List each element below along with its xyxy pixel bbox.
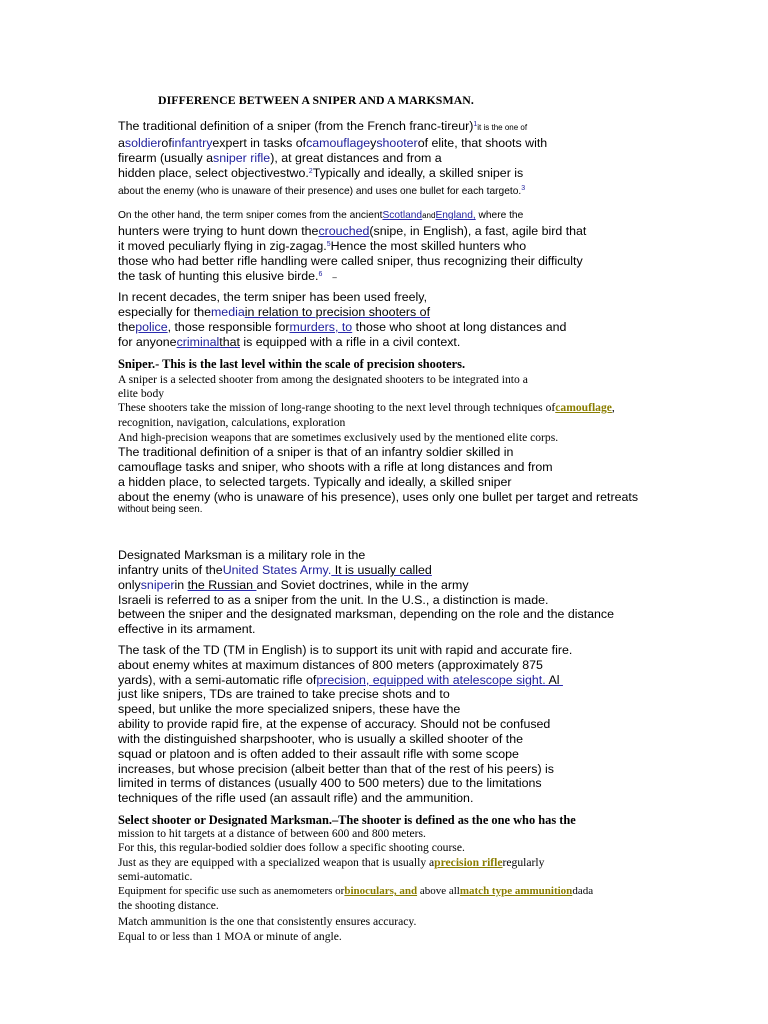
link-precision[interactable]: precision, equipped with a [316,673,460,687]
p1-line-3 [118,152,442,164]
link-england[interactable]: England, [435,210,476,221]
p1-text: The traditional definition of a sniper (from the French franc-tireur) [118,119,474,133]
link-russian[interactable]: the Russian [187,578,257,592]
p1-text: hidden place, select objectivestwo. [118,166,309,180]
link-police[interactable]: police [135,320,168,334]
sniper-line-6: The traditional definition of a sniper is that of an infantry soldier skilled in [118,445,514,459]
link-media[interactable]: media [210,305,245,319]
sniper-line-2: elite body [118,387,165,400]
sel-line-5 [118,886,593,897]
td-line-8: squad or platoon and is often added to their assault rifle with some scope [118,747,519,761]
p1-text: y [370,136,377,150]
p3-line-4 [118,336,460,348]
p3-line-2 [118,306,430,318]
dm-line-3 [118,579,469,591]
p2-text: where the [475,210,524,221]
sel-line-7: Match ammunition is the one that consistently ensures accuracy. [118,915,417,928]
td-line-5: speed, but unlike the more specialized snipers, these have the [118,702,461,716]
dm-text: and Soviet doctrines, while in the army [256,578,469,592]
sel-line-2: For this, this regular-bodied soldier does follow a specific shooting course. [118,841,465,854]
dm-line-5: between the sniper and the designated marksman, depending on the role and the distance [118,607,614,621]
p1-text: a [118,136,125,150]
p2-dash: – [332,273,337,282]
p1-text: about the enemy (who is unaware of their presence) and uses one bullet for each targeto. [118,186,522,197]
p1-line-2 [118,137,547,149]
sniper-line-1: A sniper is a selected shooter from among the designated shooters to be integrated into a [118,373,528,386]
td-line-4: just like snipers, TDs are trained to take precise shots and to [118,687,450,701]
sel-line-1: mission to hit targets at a distance of between 600 and 800 meters. [118,827,426,840]
link-telescope-sight[interactable]: telescope sight. [459,673,546,687]
p1-text: Typically and ideally, a skilled sniper is [312,166,524,180]
p2-line-5 [118,270,337,282]
dm-line-4: Israeli is referred to as a sniper from the unit. In the U.S., a distinction is made. [118,593,549,607]
sel-line-8: Equal to or less than 1 MOA or minute of angle. [118,930,342,943]
p2-line-1 [118,211,523,221]
underline-blank [559,674,589,686]
p1-text: of [161,136,172,150]
p1-text: firearm (usually a [118,151,214,165]
link-sniper[interactable]: sniper [140,578,175,592]
p2-text: it moved peculiarly flying in zig-zagag. [118,239,327,253]
sel-text: Just as they are equipped with a specialized weapon that is usually a [118,856,435,869]
p2-text: the task of hunting this elusive birde. [118,269,319,283]
p3-text: the [118,320,136,334]
sniper-heading: Sniper.- This is the last level within the scale of precision shooters. [118,357,466,371]
footnote-ref[interactable]: 6 [318,271,323,278]
link-binoculars[interactable]: binoculars, and [344,885,418,897]
p3-text: in relation to precision shooters of [244,305,431,319]
p1-line-4 [118,167,523,179]
link-scotland[interactable]: Scotland [382,210,423,221]
link-us-army[interactable]: United States Army. [222,563,332,577]
p3-text: is equipped with a rifle in a civil context. [239,335,461,349]
link-soldier[interactable]: soldier [124,136,162,150]
footnote-ref[interactable]: 3 [521,185,526,192]
dm-text: in [174,578,188,592]
p1-line-5 [118,185,525,197]
footnote-ref[interactable]: 1 [473,121,478,128]
sniper-text: , [611,401,615,414]
dm-text: infantry units of the [118,563,223,577]
td-line-7: with the distinguished sharpshooter, who is usually a skilled shooter of the [118,732,523,746]
p3-text: those who shoot at long distances and [352,320,567,334]
p3-line-3 [118,321,566,333]
p2-line-2 [118,225,586,237]
p1-small-text: it is the one of [477,123,528,132]
link-sniper-rifle[interactable]: sniper rifle [213,151,271,165]
p1-text: of elite, that shoots with [417,136,548,150]
p2-text: hunters were trying to hunt down the [118,224,319,238]
td-line-9: increases, but whose precision (albeit better than that of the rest of his peers) is [118,762,554,776]
td-line-6: ability to provide rapid fire, at the expense of accuracy. Should not be confused [118,717,551,731]
link-criminal[interactable]: criminal [176,335,220,349]
td-line-1: The task of the TD (TM in English) is to support its unit with rapid and accurate fire. [118,643,573,657]
footnote-ref[interactable]: 2 [308,168,313,175]
td-line-3 [118,674,589,686]
link-infantry[interactable]: infantry [171,136,213,150]
sel-text: dada [572,885,594,897]
page-title: DIFFERENCE BETWEEN A SNIPER AND A MARKSMAN. [158,93,474,107]
sel-line-6: the shooting distance. [118,899,219,912]
link-crouched[interactable]: crouched [318,224,370,238]
sel-text: regularly [502,856,545,869]
td-line-10: limited in terms of distances (usually 400 to 500 meters) due to the limitations [118,776,542,790]
p3-text: especially for the [118,305,211,319]
p2-text: On the other hand, the term sniper comes from the ancient [118,210,383,221]
link-murders[interactable]: murders, to [289,320,353,334]
footnote-ref[interactable]: 5 [326,241,331,248]
p1-text: ), at great distances and from a [270,151,442,165]
link-shooter[interactable]: shooter [376,136,418,150]
dm-text: only [118,578,141,592]
p1-line-1 [118,120,527,132]
td-text: Al [545,673,560,687]
p2-text: Hence the most skilled hunters who [330,239,527,253]
link-precision-rifle[interactable]: precision rifle [434,856,503,869]
sniper-line-10: without being seen. [118,504,203,515]
sel-text: Equipment for specific use such as anemometers or [118,885,345,897]
td-line-2: about enemy whites at maximum distances of 800 meters (approximately 875 [118,658,543,672]
p3-text: for anyone [118,335,177,349]
sniper-line-7: camouflage tasks and sniper, who shoots with a rifle at long distances and from [118,460,553,474]
sel-line-4: semi-automatic. [118,870,193,883]
link-match-ammunition[interactable]: match type ammunition [459,885,573,897]
sniper-line-3 [118,402,615,414]
dm-text: It is usually called [331,563,432,577]
link-camouflage[interactable]: camouflage [306,136,371,150]
p3-text: , those responsible for [167,320,290,334]
select-heading: Select shooter or Designated Marksman.–The shooter is defined as the one who has the [118,813,576,827]
p1-text: expert in tasks of [212,136,307,150]
sel-line-3 [118,857,544,869]
sniper-line-8: a hidden place, to selected targets. Typically and ideally, a skilled sniper [118,475,512,489]
td-line-11: techniques of the rifle used (an assault rifle) and the ammunition. [118,791,474,805]
dm-line-2 [118,564,432,576]
p2-line-3 [118,240,526,252]
link-camouflage-2[interactable]: camouflage [555,401,612,414]
sniper-line-4: recognition, navigation, calculations, exploration [118,416,346,429]
dm-line-1: Designated Marksman is a military role in the [118,548,366,562]
sniper-line-5: And high-precision weapons that are sometimes exclusively used by the mentioned elite corps. [118,431,559,444]
dm-line-6: effective in its armament. [118,622,256,636]
p2-small-text: and [422,211,436,220]
sniper-line-9: about the enemy (who is unaware of his presence), uses only one bullet per target and retreats [118,490,639,504]
sniper-text: These shooters take the mission of long-range shooting to the next level through techniques of [118,401,556,414]
td-text: yards), with a semi-automatic rifle of [118,673,317,687]
p2-text: (snipe, in English), a fast, agile bird that [369,224,587,238]
p3-text: that [219,335,240,349]
p3-line-1: In recent decades, the term sniper has been used freely, [118,290,428,304]
p2-line-4: those who had better rifle handling were called sniper, thus recognizing their difficulty [118,254,583,268]
sel-text: above all [417,885,460,897]
